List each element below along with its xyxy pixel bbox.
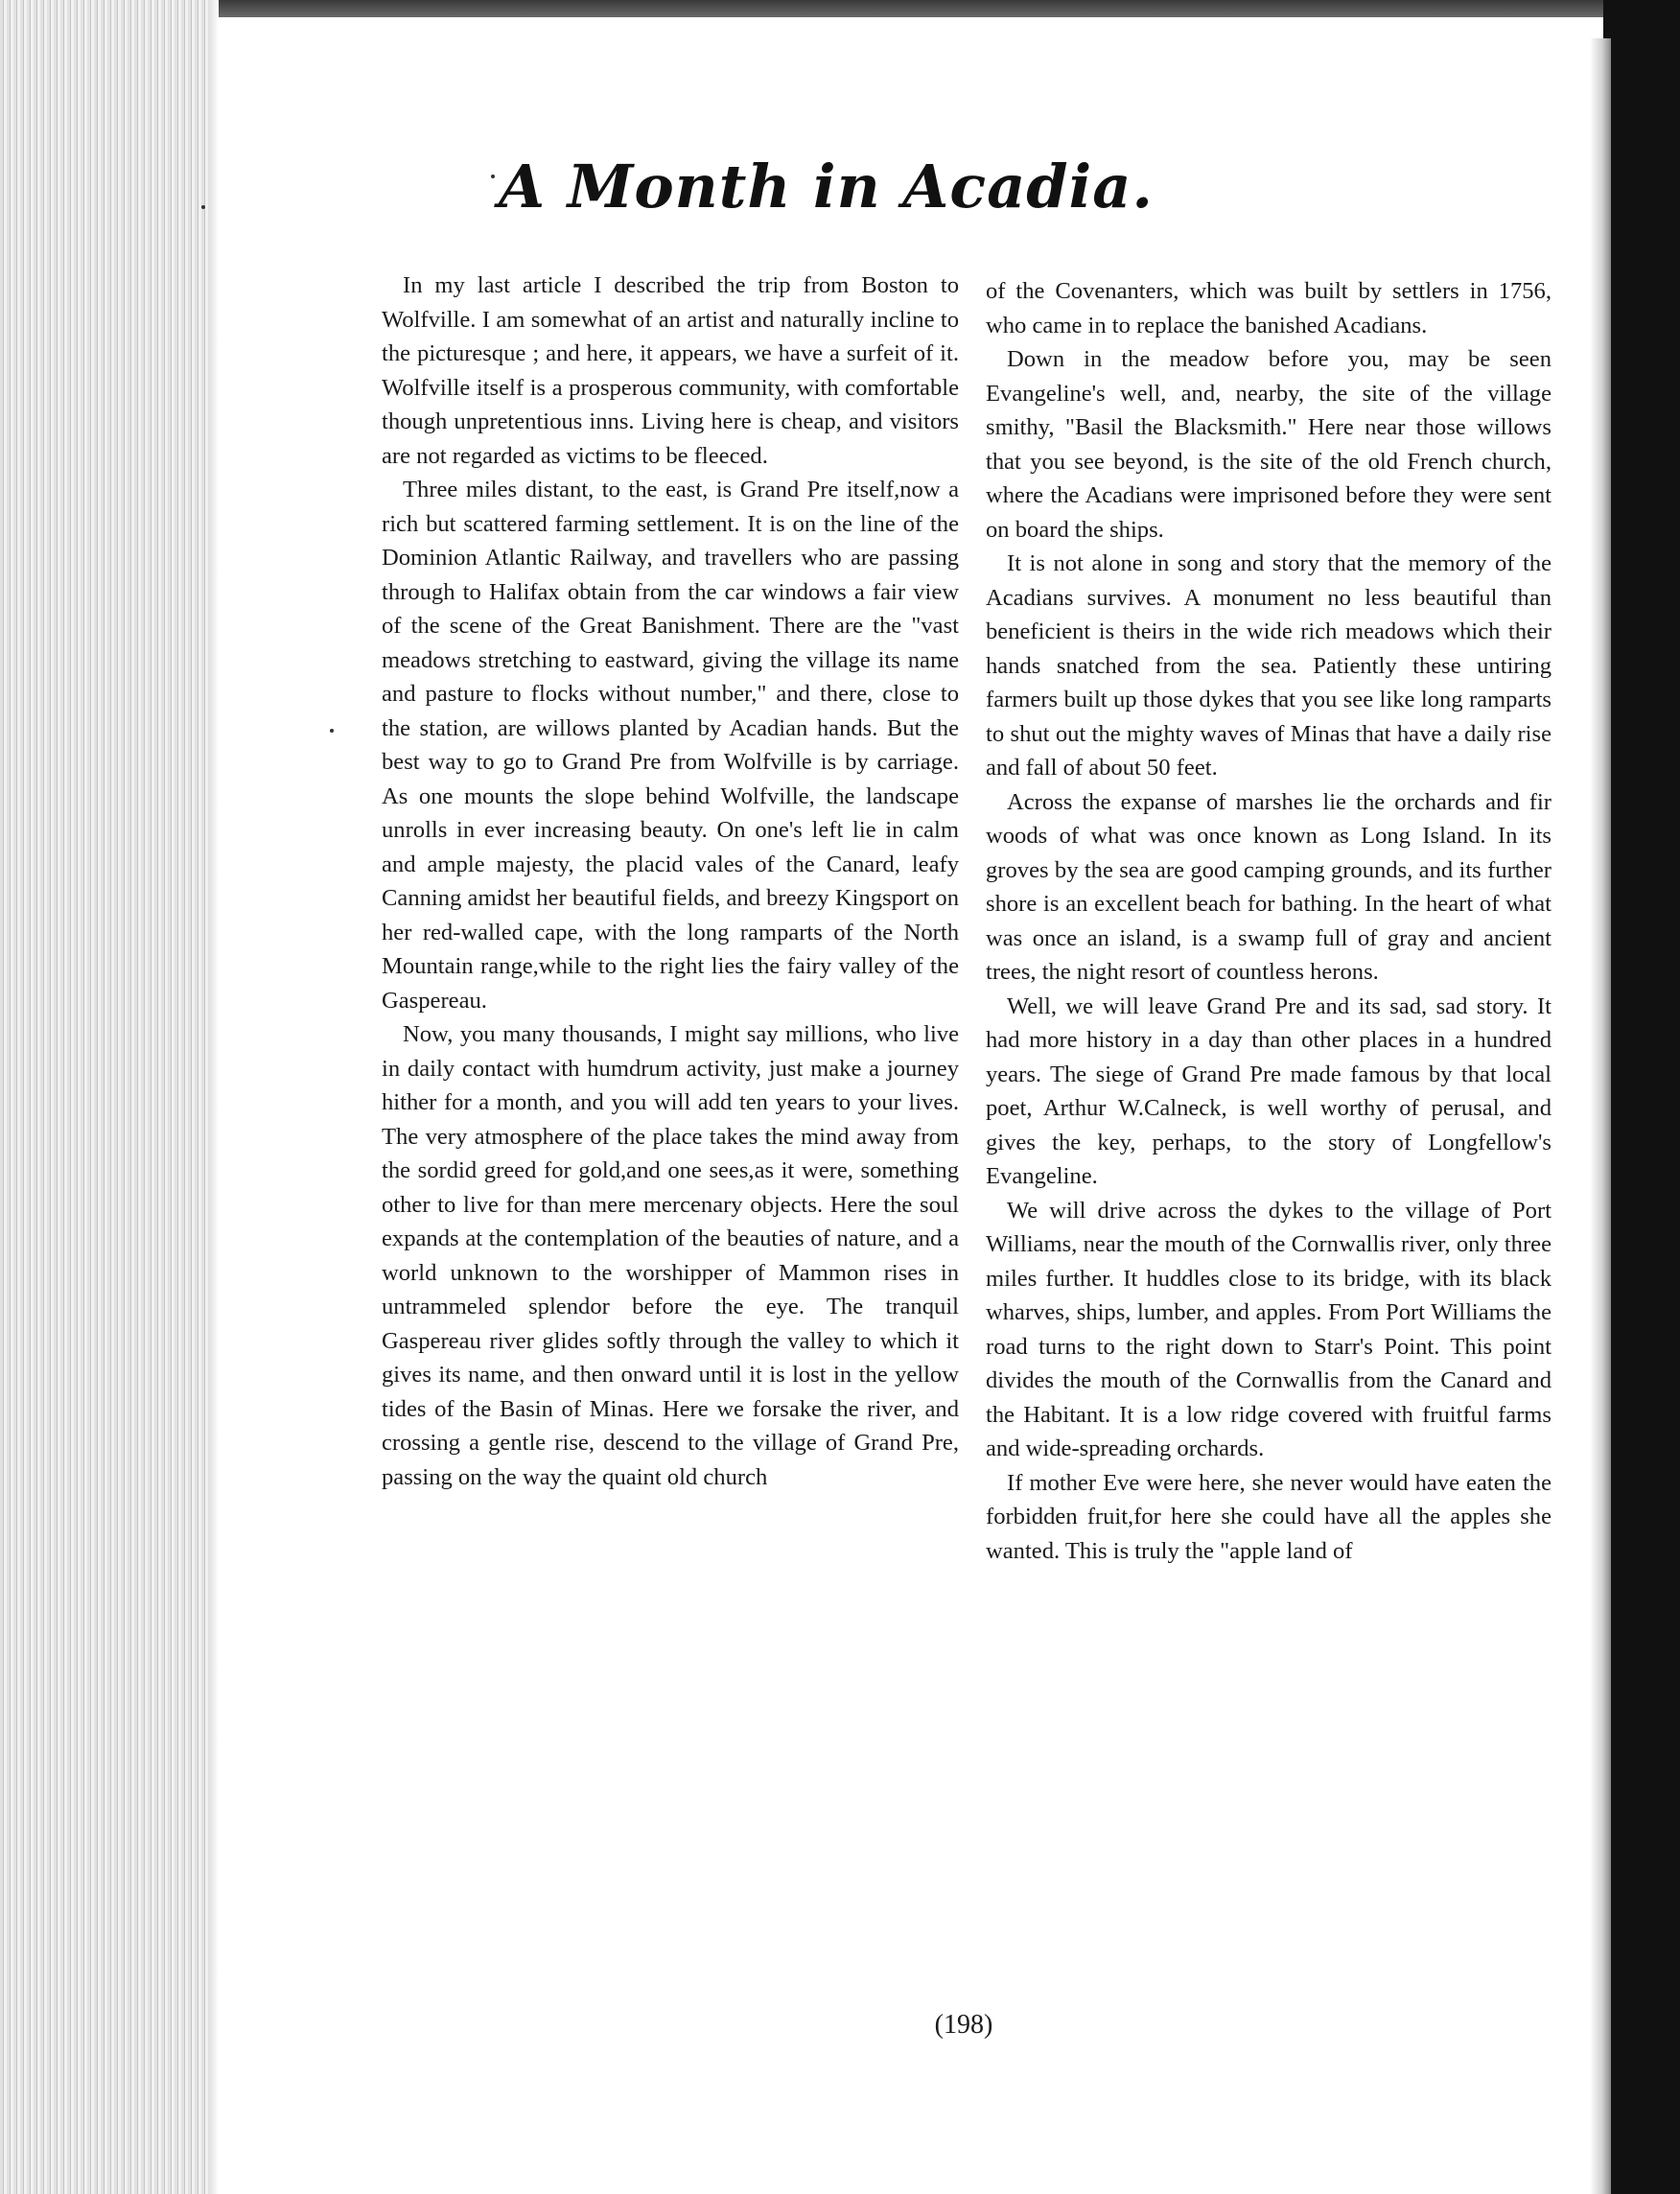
- left-column: [382, 268, 959, 1494]
- scan-background: [1603, 0, 1680, 2194]
- paragraph: Down in the meadow before you, may be seen Evangeline's well, and, nearby, the site of the village smithy, "Basil the Blacksmith." Here near those willows that you see beyond, is the site of the old French church, where the Acadians were imprisoned before they were sent on board the ships.: [986, 346, 1552, 543]
- paragraph: If mother Eve were here, she never would have eaten the forbidden fruit,for here she could have all the apples she wanted. This is truly the "apple land of: [986, 1469, 1552, 1564]
- paragraph: of the Covenanters, which was built by settlers in 1756, who came in to replace the banished Acadians.: [986, 278, 1552, 338]
- article-title: A Month in Acadia.: [499, 152, 1154, 222]
- paragraph: In my last article I described the trip from Boston to Wolfville. I am somewhat of an artist and naturally incline to the picturesque ; and here, it appears, we have a surfeit of it. Wolfville itself is a prosperous community, with comfortable though unpretentious inns. Living here is cheap, and visitors are not regarded as victims to be fleeced.: [382, 272, 959, 469]
- paragraph: Across the expanse of marshes lie the orchards and fir woods of what was once known as Long Island. In its groves by the sea are good camping grounds, and its further shore is an excellent beach for bathing. In the heart of what was once an island, is a swamp full of gray and ancient trees, the night resort of countless herons.: [986, 788, 1552, 985]
- right-column: [986, 274, 1552, 1568]
- scan-speck: [201, 205, 205, 209]
- paragraph: Three miles distant, to the east, is Grand Pre itself,now a rich but scattered farming settlement. It is on the line of the Dominion Atlantic Railway, and travellers who are passing through to Halifax obtain from the car windows a fair view of the scene of the Great Banishment. There are the "vast meadows stretching to eastward, giving the village its name and pasture to flocks without number," and there, close to the station, are willows planted by Acadian hands. But the best way to go to Grand Pre from Wolfville is by carriage. As one mounts the slope behind Wolfville, the landscape unrolls in ever increasing beauty. On one's left lie in calm and ample majesty, the placid vales of the Canard, leafy Canning amidst her beautiful fields, and breezy Kingsport on her red-walled cape, with the long ramparts of the North Mountain range,while to the right lies the fairy valley of the Gaspereau.: [382, 477, 959, 1014]
- paragraph: Now, you many thousands, I might say millions, who live in daily contact with humdrum activity, just make a journey hither for a month, and you will add ten years to your lives. The very atmosphere of the place takes the mind away from the sordid greed for gold,and one sees,as it were, something other to live for than mere mercenary objects. Here the soul expands at the contemplation of the beauties of nature, and a world unknown to the worshipper of Mammon rises in untrammeled splendor before the eye. The tranquil Gaspereau river glides softly through the valley to which it gives its name, and then onward until it is lost in the yellow tides of the Basin of Minas. Here we forsake the river, and crossing a gentle rise, descend to the village of Grand Pre, passing on the way the quaint old church: [382, 1021, 959, 1490]
- book-page-edges: [0, 0, 219, 2194]
- book-top-edge: [0, 0, 1680, 17]
- page-number: (198): [934, 2010, 993, 2040]
- paragraph: Well, we will leave Grand Pre and its sad, sad story. It had more history in a day than other places in a hundred years. The siege of Grand Pre made famous by that local poet, Arthur W.Calneck, is well worthy of perusal, and gives the key, perhaps, to the story of Longfellow's Evangeline.: [986, 992, 1552, 1189]
- paragraph: It is not alone in song and story that the memory of the Acadians survives. A monument no less beautiful than beneficient is theirs in the wide rich meadows which their hands snatched from the sea. Patiently these untiring farmers built up those dykes that you see like long ramparts to shut out the mighty waves of Minas that have a daily rise and fall of about 50 feet.: [986, 550, 1552, 781]
- paragraph: We will drive across the dykes to the village of Port Williams, near the mouth of the Cornwallis river, only three miles further. It huddles close to its bridge, with its black wharves, ships, lumber, and apples. From Port Williams the road turns to the right down to Starr's Point. This point divides the mouth of the Cornwallis from the Canard and the Habitant. It is a low ridge covered with fruitful farms and wide-spreading orchards.: [986, 1197, 1552, 1461]
- facing-page-edge: [1590, 38, 1611, 2194]
- scan-speck: [491, 175, 495, 178]
- scan-speck: [330, 729, 334, 733]
